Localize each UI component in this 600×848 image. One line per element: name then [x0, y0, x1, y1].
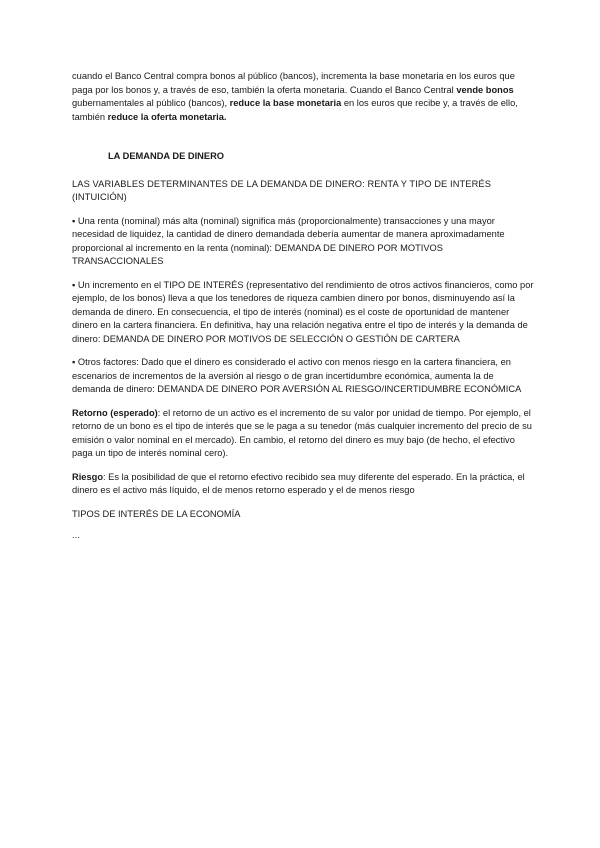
tipos-heading: TIPOS DE INTERÉS DE LA ECONOMÍA [72, 508, 241, 519]
bullet-renta: ▪ Una renta (nominal) más alta (nominal) significa más (proporcionalmente) transacciones y una mayor necesidad de liquidez, la cantidad de dinero demandada debería aumentar de manera aproximadamente proporcional al incremento en la renta (nominal): DEMANDA DE DINERO POR MOTIVOS TRANSACCIONALES [72, 215, 505, 266]
intro-text-1: cuando el Banco Central compra bonos al público (bancos), incrementa la base monetaria en los euros que paga por los bonos y, a través de eso, también la oferta monetaria. Cuando el Banco Central [72, 71, 515, 95]
bullet-tipo-interes: ▪ Un incremento en el TIPO DE INTERÉS (representativo del rendimiento de otros activos financieros, como por ejemplo, de los bonos) lleva a que los tenedores de riqueza cambien dinero por bonos, disminuyendo así la demanda de dinero. En consecuencia, el tipo de interés (nominal) es el coste de oportunidad de mantener dinero en la cartera financiera. En definitiva, hay una relación negativa entre el tipo de interés y la demanda de dinero: DEMANDA DE DINERO POR MOTIVOS DE SELECCIÓN O GESTIÓN DE CARTERA [72, 279, 534, 344]
variables-title: LAS VARIABLES DETERMINANTES DE LA DEMANDA DE DINERO: RENTA Y TIPO DE INTERÉS (INTUICIÓN) [72, 178, 492, 202]
intro-text-2: gubernamentales al público (bancos), [72, 98, 230, 108]
riesgo-paragraph [72, 471, 534, 498]
intro-text-3: en los euros que recibe y, a través de ello, también [72, 98, 518, 122]
intro-bold-1: vende bonos [456, 84, 514, 95]
riesgo-term: Riesgo [72, 471, 103, 482]
document-page [72, 70, 534, 553]
intro-bold-2: reduce la base monetaria [229, 98, 342, 108]
retorno-paragraph [72, 407, 534, 461]
section-heading: LA DEMANDA DE DINERO [108, 151, 225, 161]
riesgo-text: : Es la posibilidad de que el retorno efectivo recibido sea muy diferente del esperado. En la práctica, el dinero es el activo más líquido, el de menos retorno esperado y el de menos riesgo [72, 471, 525, 495]
intro-paragraph [72, 70, 534, 124]
intro-bold-3: reduce la oferta monetaria. [107, 111, 227, 122]
retorno-text: : el retorno de un activo es el incremento de su valor por unidad de tiempo. Por ejemplo, el retorno de un bono es el tipo de interés que se le paga a su tenedor (más cualquier incremento del precio de su emisión o valor nominal en el mercado). En cambio, el retorno del dinero es muy bajo (de hecho, el efectivo paga un tipo de interés nominal cero). [72, 407, 532, 458]
bullet-otros-factores: ▪ Otros factores: Dado que el dinero es considerado el activo con menos riesgo en la cartera financiera, en escenarios de incrementos de la aversión al riesgo o de gran incertidumbre económica, aumenta la de demanda de dinero: DEMANDA DE DINERO POR AVERSIÓN AL RIESGO/INCERTIDUMBRE ECONÓMICA [72, 357, 522, 394]
ellipsis-text: ... [72, 530, 80, 540]
retorno-term: Retorno (esperado) [72, 407, 158, 418]
